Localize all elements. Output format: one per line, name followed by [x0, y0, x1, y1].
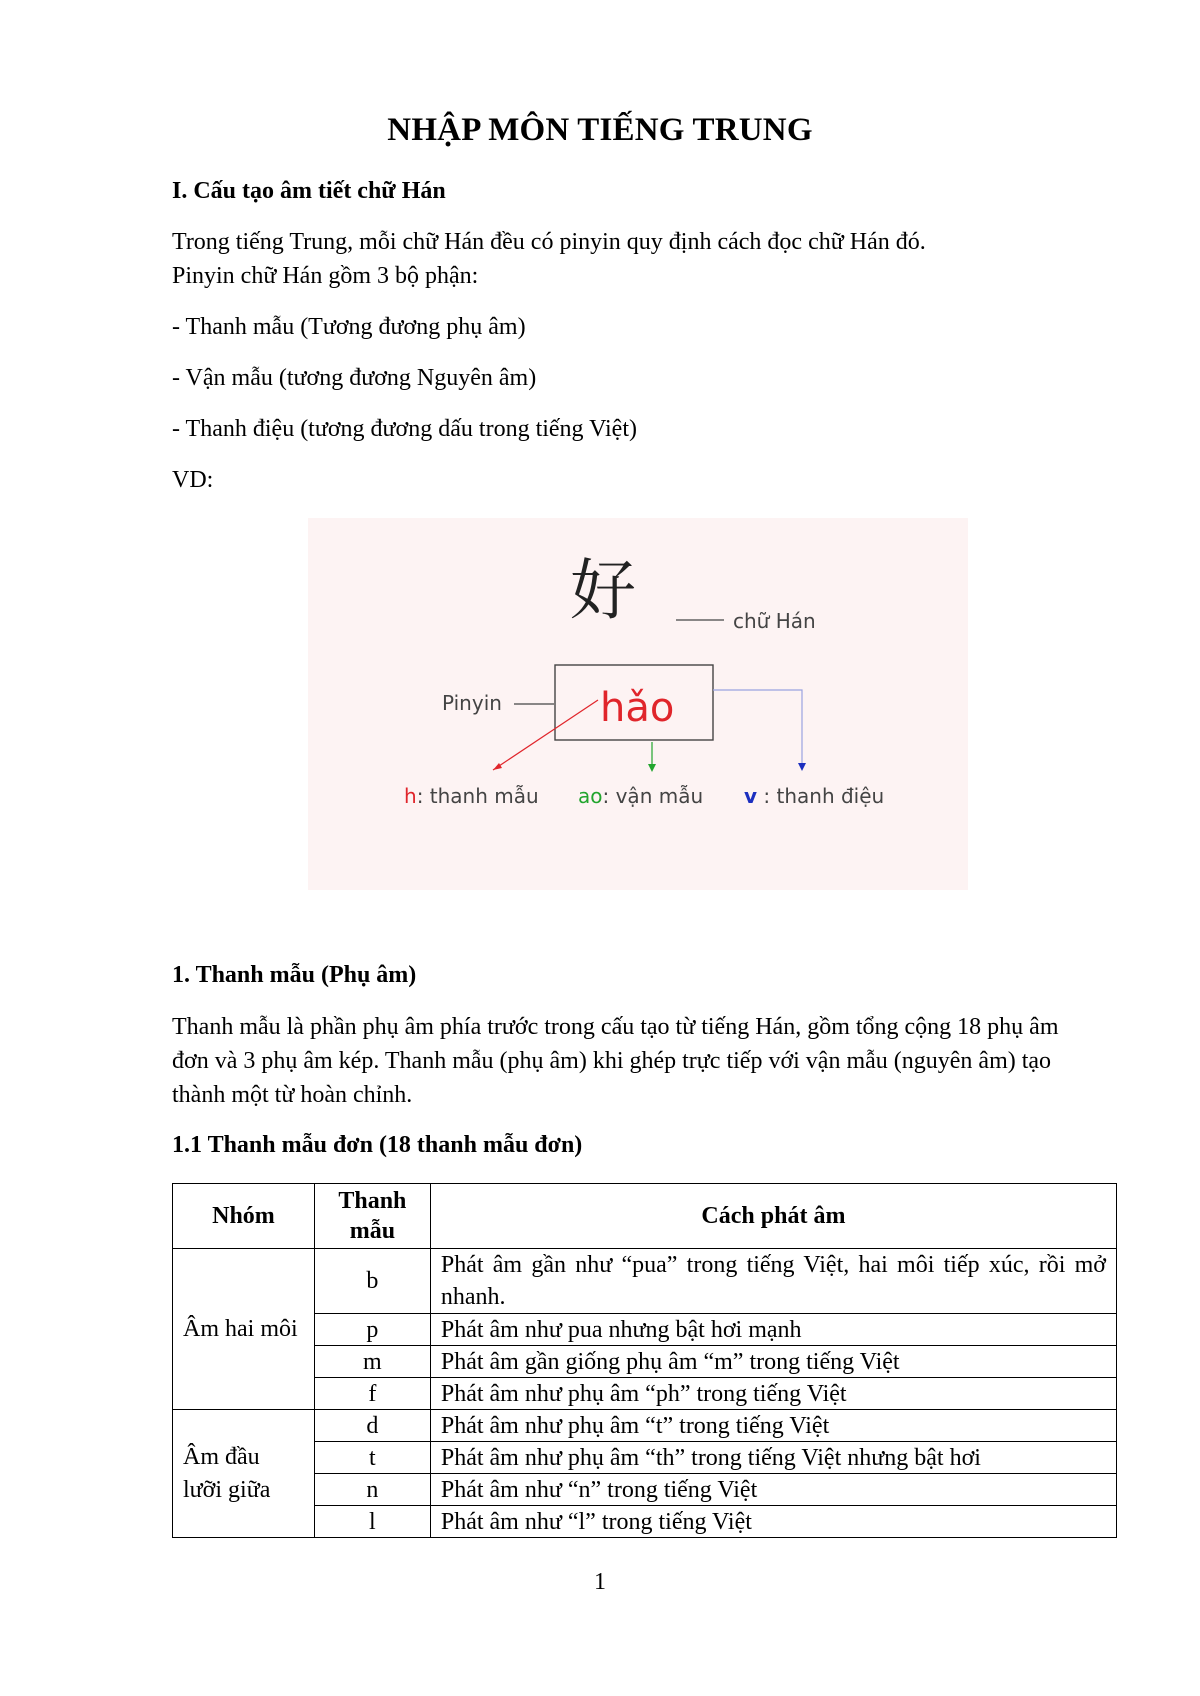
pronunciation-desc: Phát âm gần giống phụ âm “m” trong tiếng Việt: [430, 1346, 1116, 1378]
table-row: [173, 1474, 1117, 1506]
table-row: [173, 1506, 1117, 1538]
initial-symbol: n: [314, 1474, 430, 1506]
hanzi-label: chữ Hán: [733, 609, 816, 633]
intro-line-1: Trong tiếng Trung, mỗi chữ Hán đều có pinyin quy định cách đọc chữ Hán đó.: [172, 229, 926, 255]
tone-key: v: [744, 784, 758, 808]
initial-caption: [404, 784, 539, 808]
pinyin-initial: h: [600, 685, 626, 731]
bullet-tone: - Thanh điệu (tương đương dấu trong tiếng Việt): [172, 416, 637, 442]
tone-desc: : thanh điệu: [757, 784, 885, 808]
initial-symbol: p: [314, 1314, 430, 1346]
pronunciation-desc: Phát âm gần như “pua” trong tiếng Việt, hai môi tiếp xúc, rồi mở nhanh.: [430, 1249, 1116, 1314]
initial-symbol: f: [314, 1378, 430, 1410]
table-header-row: [173, 1184, 1117, 1249]
pinyin-rest: o: [649, 685, 675, 731]
pronunciation-desc: Phát âm như “l” trong tiếng Việt: [430, 1506, 1116, 1538]
header-initial: Thanh mẫu: [314, 1184, 430, 1249]
initial-symbol: m: [314, 1346, 430, 1378]
pronunciation-desc: Phát âm như phụ âm “th” trong tiếng Việt nhưng bật hơi: [430, 1442, 1116, 1474]
initial-symbol: l: [314, 1506, 430, 1538]
initial-symbol: t: [314, 1442, 430, 1474]
pinyin-word: [600, 685, 674, 731]
page-number: 1: [594, 1569, 606, 1595]
table-row: [173, 1378, 1117, 1410]
final-key: ao: [578, 784, 603, 808]
subsection-heading-single-initials: 1.1 Thanh mẫu đơn (18 thanh mẫu đơn): [172, 1132, 583, 1158]
group-cell-bilabial: Âm hai môi: [173, 1249, 315, 1410]
tone-caption: [744, 784, 884, 808]
table-row: [173, 1314, 1117, 1346]
example-label: VD:: [172, 467, 214, 493]
header-group: Nhóm: [173, 1184, 315, 1249]
pronunciation-desc: Phát âm như phụ âm “t” trong tiếng Việt: [430, 1410, 1116, 1442]
table-row: [173, 1442, 1117, 1474]
bullet-final: - Vận mẫu (tương đương Nguyên âm): [172, 365, 537, 391]
pronunciation-desc: Phát âm như “n” trong tiếng Việt: [430, 1474, 1116, 1506]
group-cell-alveolar: Âm đầu lưỡi giữa: [173, 1410, 315, 1538]
pinyin-label: Pinyin: [442, 691, 502, 715]
bullet-initial: - Thanh mẫu (Tương đương phụ âm): [172, 314, 526, 340]
initial-symbol: d: [314, 1410, 430, 1442]
initial-desc: : thanh mẫu: [416, 784, 539, 808]
initial-key: h: [404, 784, 417, 808]
table-row: [173, 1346, 1117, 1378]
section-heading-syllable-structure: I. Cấu tạo âm tiết chữ Hán: [172, 178, 446, 204]
initials-table: [172, 1183, 1117, 1538]
pinyin-tone-vowel: ǎ: [625, 685, 650, 731]
pronunciation-desc: Phát âm như pua nhưng bật hơi mạnh: [430, 1314, 1116, 1346]
table-row: [173, 1249, 1117, 1314]
header-pronunciation: Cách phát âm: [430, 1184, 1116, 1249]
tone-arrowhead: [798, 763, 806, 771]
initials-paragraph: Thanh mẫu là phần phụ âm phía trước trong cấu tạo từ tiếng Hán, gồm tổng cộng 18 phụ âm đơn và 3 phụ âm kép. Thanh mẫu (phụ âm) khi ghép trực tiếp với vận mẫu (nguyên âm) tạo thành một từ hoàn chỉnh.: [172, 1014, 1059, 1108]
final-desc: : vận mẫu: [602, 784, 704, 808]
table-row: [173, 1410, 1117, 1442]
initial-arrowhead: [493, 763, 502, 770]
tone-connector: [713, 690, 802, 766]
initial-arrow: [493, 700, 598, 770]
final-arrowhead: [648, 764, 656, 772]
final-caption: [578, 784, 703, 808]
pronunciation-desc: Phát âm như phụ âm “ph” trong tiếng Việt: [430, 1378, 1116, 1410]
pinyin-structure-figure: [308, 518, 968, 890]
initial-symbol: b: [314, 1249, 430, 1314]
page-title: NHẬP MÔN TIẾNG TRUNG: [387, 112, 813, 148]
hanzi-character: 好: [570, 552, 636, 629]
subsection-heading-initials: 1. Thanh mẫu (Phụ âm): [172, 962, 417, 988]
intro-line-2: Pinyin chữ Hán gồm 3 bộ phận:: [172, 263, 479, 289]
